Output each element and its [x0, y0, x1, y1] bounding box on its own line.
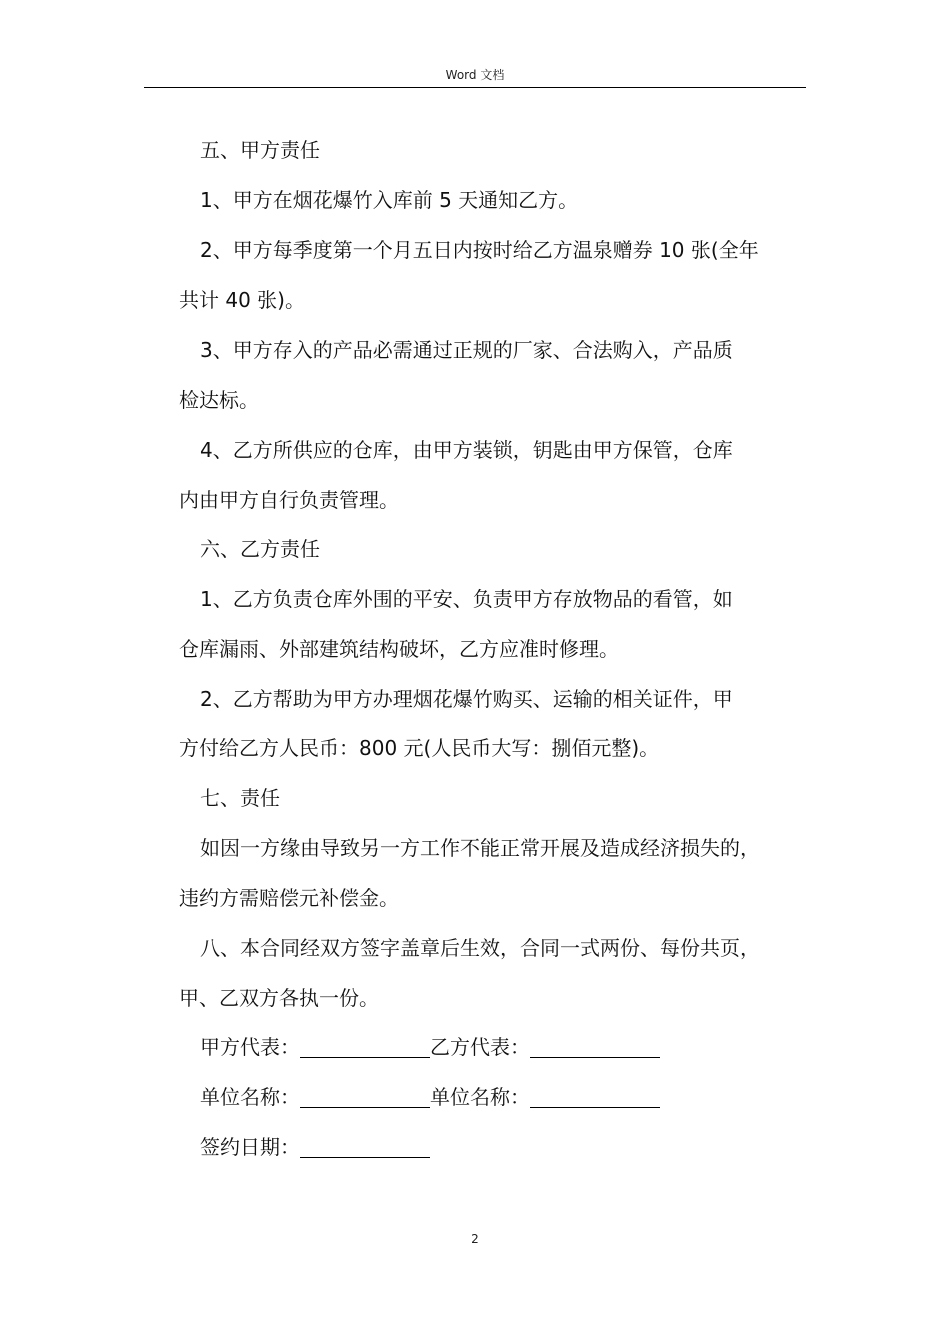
paragraph-line: 甲、乙双方各执一份。 [179, 986, 379, 1010]
paragraph-line: 4、乙方所供应的仓库，由甲方装锁，钥匙由甲方保管，仓库 [200, 438, 733, 462]
sign-date-blank [300, 1137, 430, 1158]
party-b-rep-blank [530, 1037, 660, 1058]
party-a-rep-blank [300, 1037, 430, 1058]
signature-row-units [200, 1085, 840, 1109]
paragraph-line: 1、乙方负责仓库外围的平安、负责甲方存放物品的看管，如 [200, 587, 733, 611]
party-b-rep-label: 乙方代表： [430, 1035, 530, 1059]
paragraph-line: 2、甲方每季度第一个月五日内按时给乙方温泉赠券 10 张(全年 [200, 238, 759, 262]
paragraph-line: 3、甲方存入的产品必需通过正规的厂家、合法购入，产品质 [200, 338, 733, 362]
party-a-rep-label: 甲方代表： [200, 1035, 300, 1059]
unit-name-a-label: 单位名称： [200, 1085, 300, 1109]
paragraph-line: 违约方需赔偿元补偿金。 [179, 886, 399, 910]
page-number: 2 [471, 1232, 479, 1246]
signature-row-date [200, 1135, 840, 1159]
unit-name-b-label: 单位名称： [430, 1085, 530, 1109]
section-heading: 五、甲方责任 [200, 138, 320, 162]
page-header: Word 文档 [445, 68, 505, 82]
unit-name-b-blank [530, 1087, 660, 1108]
paragraph-line: 方付给乙方人民币：800 元(人民币大写：捌佰元整)。 [179, 736, 660, 760]
paragraph-line: 2、乙方帮助为甲方办理烟花爆竹购买、运输的相关证件，甲 [200, 687, 733, 711]
sign-date-label: 签约日期： [200, 1135, 300, 1159]
paragraph-line: 八、本合同经双方签字盖章后生效，合同一式两份、每份共页， [200, 936, 760, 960]
paragraph-line: 共计 40 张)。 [179, 288, 305, 312]
paragraph-line: 如因一方缘由导致另一方工作不能正常开展及造成经济损失的， [200, 836, 760, 860]
section-heading: 七、责任 [200, 786, 280, 810]
header-rule [144, 87, 806, 88]
paragraph-line: 检达标。 [179, 388, 259, 412]
paragraph-line: 1、甲方在烟花爆竹入库前 5 天通知乙方。 [200, 188, 579, 212]
paragraph-line: 内由甲方自行负责管理。 [179, 488, 399, 512]
section-heading: 六、乙方责任 [200, 537, 320, 561]
signature-row-representatives [200, 1035, 840, 1059]
paragraph-line: 仓库漏雨、外部建筑结构破坏，乙方应准时修理。 [179, 637, 619, 661]
unit-name-a-blank [300, 1087, 430, 1108]
